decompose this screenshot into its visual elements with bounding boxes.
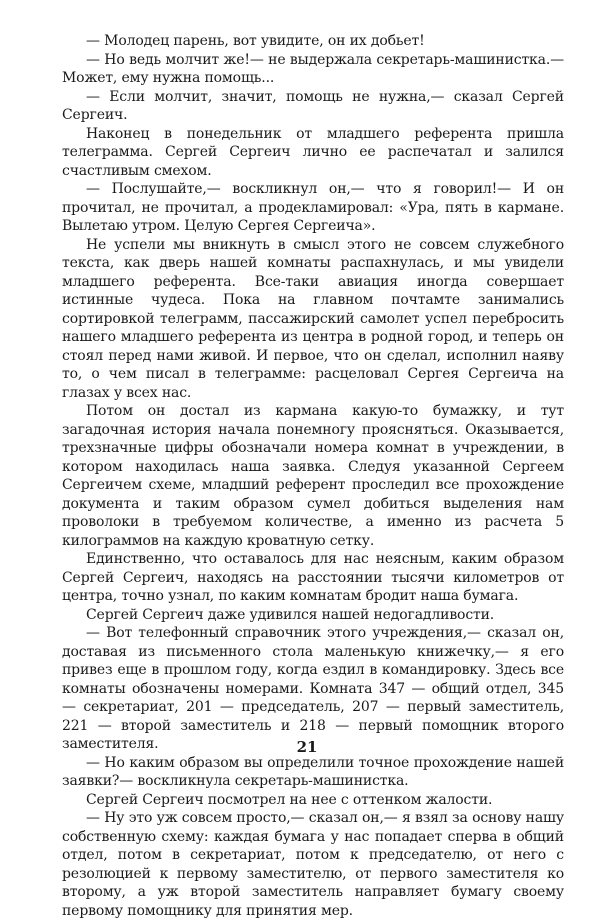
paragraph: — Послушайте,— воскликнул он,— что я говорил!— И он прочитал, не прочитал, а продекламировал: «Ура, пять в кармане. Вылетаю утром. Целую Сергея Сергеича». [62, 181, 564, 234]
paragraph: — Если молчит, значит, помощь не нужна,— сказал Сергей Сергеич. [62, 88, 564, 123]
paragraph: — Молодец парень, вот увидите, он их добьет! [86, 33, 425, 49]
paragraph: Потом он достал из кармана какую-то бумажку, и тут загадочная история начала понемногу проясняться. Оказывается, трехзначные цифры обозначали номера комнат в учреждении, в котором находилась наша заявка. Следуя указанной Сергеем Сергеичем схеме, младший референт проследил все прохождение документа и таким образом сумел добиться выделения нам проволоки в требуемом количестве, а именно из расчета 5 килограммов на каждую кроватную сетку. [62, 403, 564, 549]
paragraph: — Вот телефонный справочник этого учреждения,— сказал он, доставая из письменного стола маленькую книжечку,— я его привез еще в прошлом году, когда ездил в командировку. Здесь все комнаты обозначены номерами. Комната 347 — общий отдел, 345 — секретариат, 201 — председатель, 207 — первый заместитель, 221 — второй заместитель и 218 — первый помощник второго заместителя. [62, 625, 564, 752]
paragraph: Единственно, что оставалось для нас неясным, каким образом Сергей Сергеич, находясь на расстоянии тысячи километров от центра, точно узнал, по каким комнатам бродит наша бумага. [62, 551, 564, 604]
paragraph: — Но ведь молчит же!— не выдержала секретарь-машинистка.— Может, ему нужна помощь... [62, 51, 564, 86]
page-number: 21 [296, 738, 318, 756]
paragraph: Наконец в понедельник от младшего референта пришла телеграмма. Сергей Сергеич лично ее распечатал и залился счастливым смехом. [62, 125, 564, 179]
paragraph: — Но каким образом вы определили точное прохождение нашей заявки?— воскликнула секретарь-машинистка. [62, 754, 564, 789]
paragraph: Сергей Сергеич посмотрел на нее с оттенком жалости. [86, 791, 493, 808]
paragraph: Сергей Сергеич даже удивился нашей недогадливости. [86, 606, 495, 623]
paragraph: — Ну это уж совсем просто,— сказал он,— я взял за основу нашу собственную схему: каждая бумага у нас попадает сперва в общий отдел, потом в секретариат, потом к председателю, от него с резолюцией к первому заместителю, от первого заместителя ко второму, а уж второй заместитель направляет бумагу своему первому помощнику для принятия мер. [62, 810, 564, 919]
body-text [62, 32, 564, 920]
paragraph: Не успели мы вникнуть в смысл этого не совсем служебного текста, как дверь нашей комнаты распахнулась, и мы увидели младшего референта. Все-таки авиация иногда совершает истинные чудеса. Пока на главном почтамте занимались сортировкой телеграмм, пассажирский самолет успел перебросить нашего младшего референта из центра в родной город, и теперь он стоял перед нами живой. И первое, что он сделал, исполнил наяву то, о чем писал в телеграмме: расцеловал Сергея Сергеича на глазах у всех нас. [62, 236, 564, 401]
